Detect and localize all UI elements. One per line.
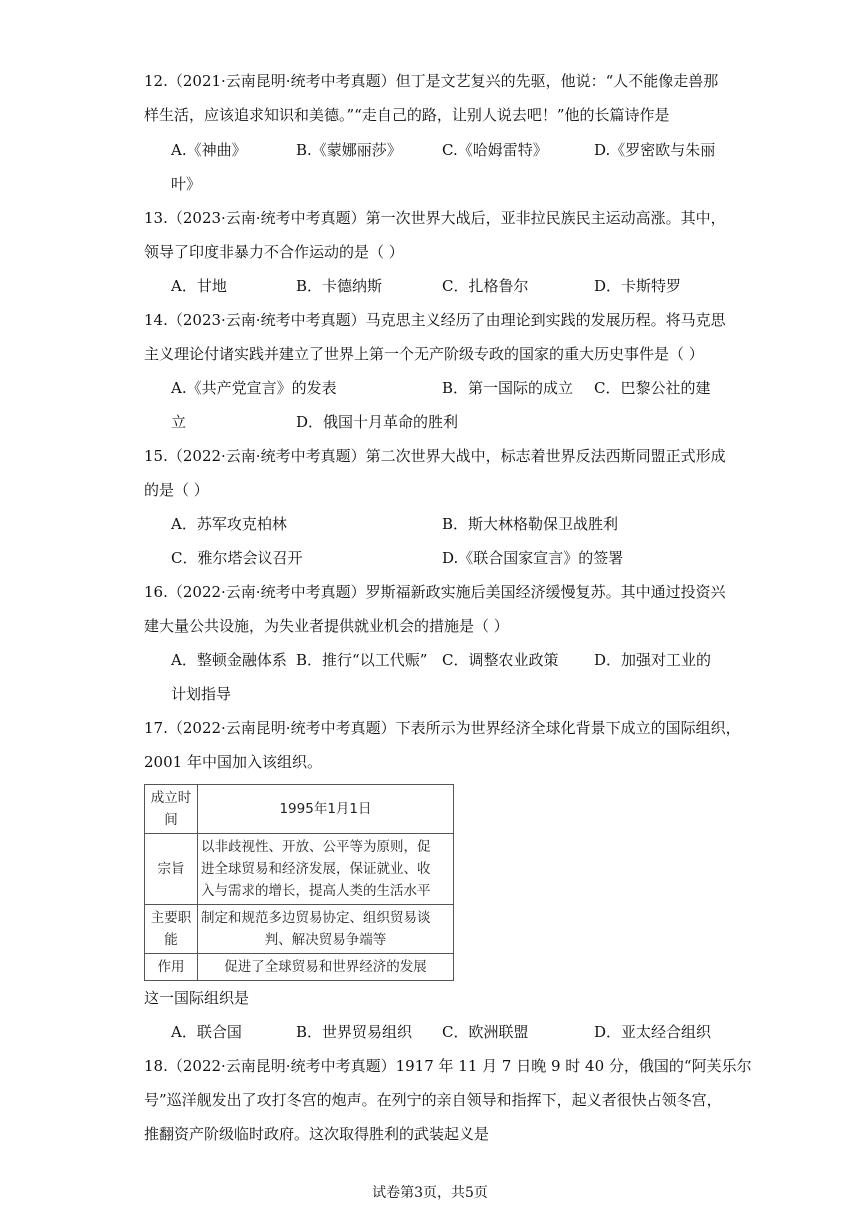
question-14-line-1: 14.（2023·云南·统考中考真题）马克思主义经历了由理论到实践的发展历程。将马克思 bbox=[144, 311, 726, 329]
cell-text: 成立时 bbox=[150, 790, 192, 806]
table-body-cell bbox=[198, 905, 454, 954]
table-header-cell bbox=[145, 905, 198, 954]
cell-text: 制定和规范多边贸易协定、组织贸易谈 bbox=[201, 910, 431, 926]
question-13-line-1: 13.（2023·云南·统考中考真题）第一次世界大战后，亚非拉民族民主运动高涨。其中， bbox=[144, 209, 726, 227]
table-row bbox=[145, 954, 454, 981]
question-18-line-1: 18.（2022·云南昆明·统考中考真题）1917 年 11 月 7 日晚 9 时 40 分，俄国的“阿芙乐尔 bbox=[144, 1057, 752, 1075]
question-12-line-2: 样生活，应该追求知识和美德。”“走自己的路，让别人说去吧！”他的长篇诗作是 bbox=[144, 106, 670, 124]
cell-text: 宗旨 bbox=[157, 861, 185, 877]
option-d-continued: 叶》 bbox=[171, 175, 202, 193]
option-b: B．第一国际的成立 bbox=[442, 379, 574, 397]
option-a: A．整顿金融体系 bbox=[171, 651, 287, 669]
option-d: D．亚太经合组织 bbox=[594, 1023, 712, 1041]
option-c: C．雅尔塔会议召开 bbox=[171, 549, 303, 567]
table-body-cell bbox=[198, 785, 454, 834]
option-a: A.《共产党宣言》的发表 bbox=[171, 379, 337, 397]
question-17-line-1: 17.（2022·云南昆明·统考中考真题）下表所示为世界经济全球化背景下成立的国际组织， bbox=[144, 719, 741, 737]
table-row bbox=[145, 834, 454, 905]
question-15-line-2: 的是（ ） bbox=[144, 481, 209, 499]
option-d: D.《罗密欧与朱丽 bbox=[594, 141, 716, 159]
table-header-cell bbox=[145, 954, 198, 981]
option-c: C.《哈姆雷特》 bbox=[442, 141, 548, 159]
option-c: C．巴黎公社的建 bbox=[594, 379, 711, 397]
option-a: A．甘地 bbox=[171, 277, 227, 295]
option-c-continued: 立 bbox=[171, 413, 187, 431]
question-18-line-2: 号”巡洋舰发出了攻打冬宫的炮声。在列宁的亲自领导和指挥下，起义者很快占领冬宫， bbox=[144, 1091, 722, 1109]
question-12-line-1: 12.（2021·云南昆明·统考中考真题）但丁是文艺复兴的先驱，他说：“人不能像走兽那 bbox=[144, 72, 719, 90]
table-row bbox=[145, 785, 454, 834]
option-d: D．卡斯特罗 bbox=[594, 277, 682, 295]
option-b: B．卡德纳斯 bbox=[296, 277, 383, 295]
cell-text: 能 bbox=[164, 932, 178, 948]
cell-text: 间 bbox=[164, 812, 178, 828]
table-header-cell bbox=[145, 834, 198, 905]
cell-text: 以非歧视性、开放、公平等为原则，促 bbox=[201, 839, 431, 855]
cell-text: 1995年1月1日 bbox=[279, 801, 372, 817]
cell-text: 促进了全球贸易和世界经济的发展 bbox=[224, 959, 427, 975]
option-c: C．扎格鲁尔 bbox=[442, 277, 529, 295]
table-body-cell bbox=[198, 834, 454, 905]
question-17-line-2: 2001 年中国加入该组织。 bbox=[144, 753, 322, 771]
question-17-prompt: 这一国际组织是 bbox=[144, 989, 250, 1007]
question-18-line-3: 推翻资产阶级临时政府。这次取得胜利的武装起义是 bbox=[144, 1125, 490, 1143]
question-16-line-2: 建大量公共设施，为失业者提供就业机会的措施是（ ） bbox=[144, 617, 509, 635]
option-d: D.《联合国家宣言》的签署 bbox=[442, 549, 624, 567]
table-header-cell bbox=[145, 785, 198, 834]
cell-text: 作用 bbox=[157, 959, 185, 975]
option-d-continued: 计划指导 bbox=[171, 685, 232, 703]
table-row bbox=[145, 905, 454, 954]
option-d: D．俄国十月革命的胜利 bbox=[296, 413, 459, 431]
organization-table bbox=[144, 784, 454, 981]
cell-text: 入与需求的增长，提高人类的生活水平 bbox=[201, 883, 431, 899]
option-c: C．欧洲联盟 bbox=[442, 1023, 529, 1041]
question-14-line-2: 主义理论付诸实践并建立了世界上第一个无产阶级专政的国家的重大历史事件是（ ） bbox=[144, 345, 704, 363]
cell-text: 主要职 bbox=[150, 910, 192, 926]
page-footer: 试卷第3页，共5页 bbox=[372, 1185, 488, 1201]
option-a: A．苏军攻克柏林 bbox=[171, 515, 287, 533]
option-d: D．加强对工业的 bbox=[594, 651, 712, 669]
question-16-line-1: 16.（2022·云南·统考中考真题）罗斯福新政实施后美国经济缓慢复苏。其中通过投资兴 bbox=[144, 583, 726, 601]
cell-text: 进全球贸易和经济发展，保证就业、收 bbox=[201, 861, 431, 877]
option-b: B.《蒙娜丽莎》 bbox=[296, 141, 402, 159]
option-b: B．斯大林格勒保卫战胜利 bbox=[442, 515, 619, 533]
option-a: A．联合国 bbox=[171, 1023, 242, 1041]
cell-text: 判、解决贸易争端等 bbox=[264, 932, 387, 948]
option-a: A.《神曲》 bbox=[171, 141, 247, 159]
option-c: C．调整农业政策 bbox=[442, 651, 559, 669]
option-b: B．推行“以工代赈” bbox=[296, 651, 428, 669]
table-body-cell bbox=[198, 954, 454, 981]
question-13-line-2: 领导了印度非暴力不合作运动的是（ ） bbox=[144, 243, 404, 261]
question-15-line-1: 15.（2022·云南·统考中考真题）第二次世界大战中，标志着世界反法西斯同盟正式形成 bbox=[144, 447, 726, 465]
option-b: B．世界贸易组织 bbox=[296, 1023, 413, 1041]
